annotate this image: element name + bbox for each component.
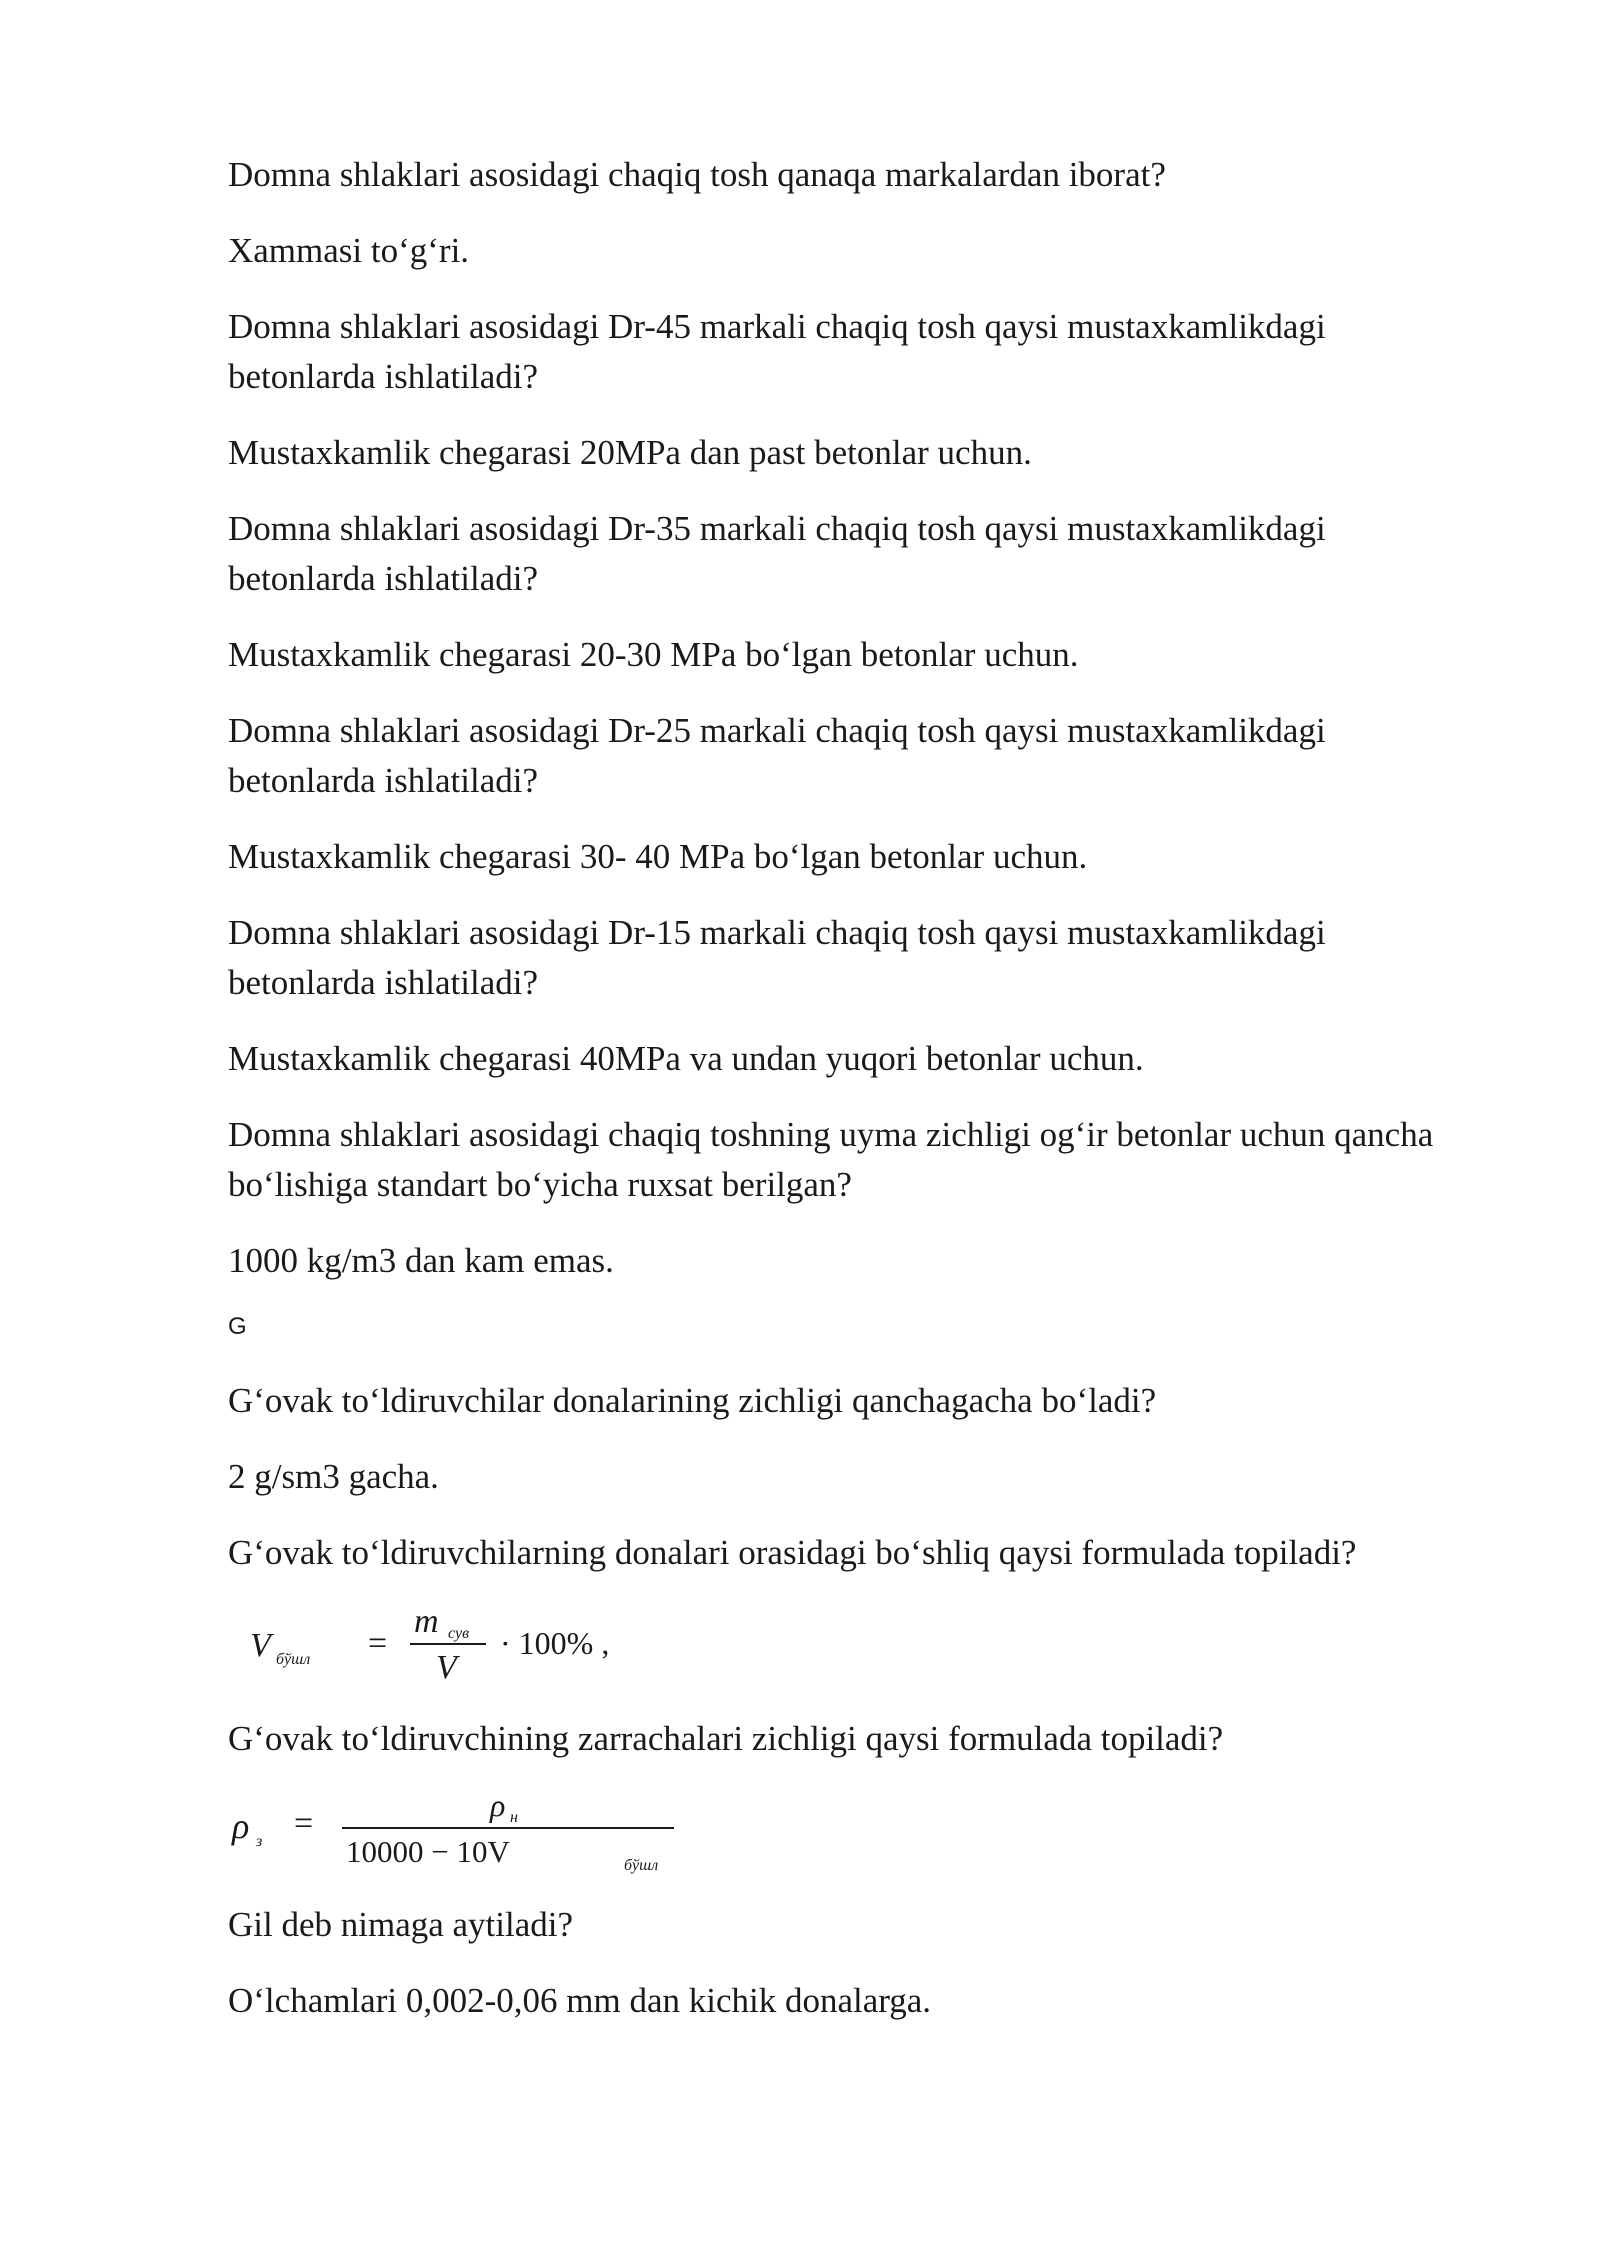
answer-text: Mustaxkamlik chegarasi 30- 40 MPa bo‘lgan betonlar uchun.	[228, 837, 1088, 876]
question-text: G‘ovak to‘ldiruvchilar donalarining zichligi qanchagacha bo‘ladi?	[228, 1381, 1157, 1420]
formula-equals: =	[368, 1625, 388, 1662]
voids-formula	[228, 1604, 1458, 1684]
question-text: Domna shlaklari asosidagi Dr-15 markali chaqiq tosh qaysi mustaxkamlikdagi betonlarda ishlatiladi?	[228, 913, 1326, 1002]
question-text: Domna shlaklari asosidagi Dr-25 markali chaqiq tosh qaysi mustaxkamlikdagi betonlarda ishlatiladi?	[228, 711, 1326, 800]
formula-numerator: m	[414, 1604, 439, 1640]
particle-density-formula	[228, 1790, 1458, 1874]
question-text: Domna shlaklari asosidagi Dr-35 markali chaqiq tosh qaysi mustaxkamlikdagi betonlarda ishlatiladi?	[228, 509, 1326, 598]
formula-lhs: V	[250, 1627, 271, 1664]
section-letter: G	[228, 1313, 247, 1340]
formula-lhs: ρ	[232, 1806, 250, 1846]
formula-denominator: V	[436, 1649, 457, 1684]
question-text: G‘ovak to‘ldiruvchining zarrachalari zichligi qaysi formulada topiladi?	[228, 1719, 1224, 1758]
formula-denominator: 10000 − 10V	[346, 1834, 510, 1869]
formula-equals: =	[294, 1805, 314, 1842]
particle-density-formula-graphic	[228, 1790, 688, 1874]
voids-formula-graphic	[228, 1604, 688, 1684]
answer-text: Xammasi to‘g‘ri.	[228, 231, 470, 270]
formula-lhs-subscript: бўшл	[276, 1651, 311, 1668]
answer-text: 2 g/sm3 gacha.	[228, 1457, 439, 1496]
question-text: Domna shlaklari asosidagi Dr-45 markali chaqiq tosh qaysi mustaxkamlikdagi betonlarda ishlatiladi?	[228, 307, 1326, 396]
formula-numerator: ρ	[490, 1790, 506, 1823]
question-text: G‘ovak to‘ldiruvchilarning donalari orasidagi bo‘shliq qaysi formulada topiladi?	[228, 1533, 1357, 1572]
question-text: Domna shlaklari asosidagi chaqiq tosh qanaqa markalardan iborat?	[228, 155, 1166, 194]
answer-text: Mustaxkamlik chegarasi 20-30 MPa bo‘lgan betonlar uchun.	[228, 635, 1079, 674]
formula-lhs-subscript: з	[256, 1833, 263, 1850]
answer-text: 1000 kg/m3 dan kam emas.	[228, 1241, 614, 1280]
formula-numerator-subscript: н	[510, 1809, 518, 1826]
answer-text: Mustaxkamlik chegarasi 40MPa va undan yuqori betonlar uchun.	[228, 1039, 1144, 1078]
formula-denominator-subscript: бўшл	[624, 1857, 659, 1874]
document-body	[228, 150, 1458, 2052]
question-text: Gil deb nimaga aytiladi?	[228, 1905, 574, 1944]
formula-rhs: · 100% ,	[500, 1625, 610, 1661]
answer-text: Mustaxkamlik chegarasi 20MPa dan past betonlar uchun.	[228, 433, 1032, 472]
answer-text: O‘lchamlari 0,002-0,06 mm dan kichik donalarga.	[228, 1981, 932, 2020]
question-text: Domna shlaklari asosidagi chaqiq toshning uyma zichligi og‘ir betonlar uchun qancha bo‘lishiga standart bo‘yicha ruxsat berilgan?	[228, 1115, 1434, 1204]
formula-numerator-subscript: сув	[448, 1625, 470, 1642]
